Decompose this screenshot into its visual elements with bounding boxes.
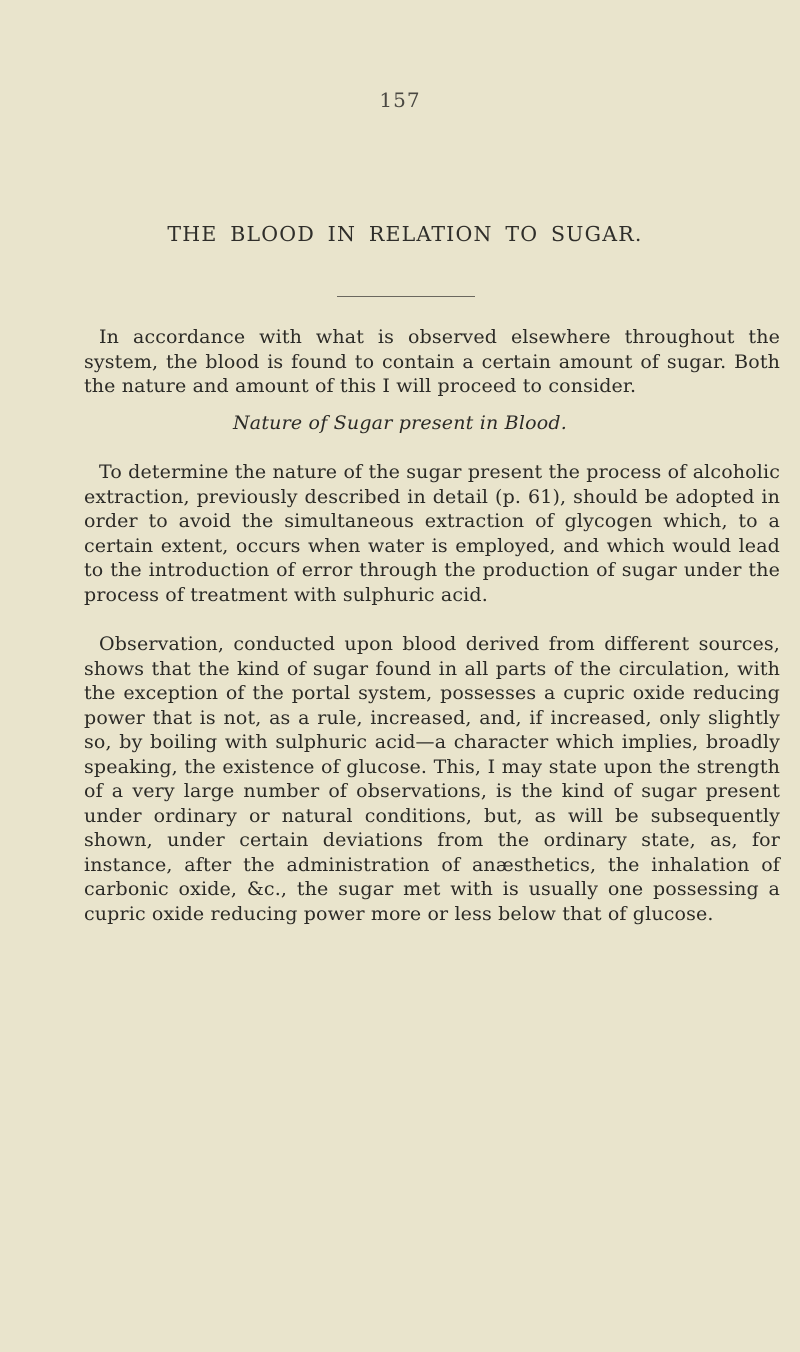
chapter-title: THE BLOOD IN RELATION TO SUGAR.: [167, 222, 643, 246]
body-paragraph-text: To determine the nature of the sugar present the process of alcoholic extraction, previously described in detail (p. 61), should be adopted in order to avoid the simultaneous extraction of glycogen which, to a certain extent, occurs when water is employed, and which would lead to the introduction of error through the production of sugar under the process of treatment with sulphuric acid.: [84, 461, 780, 606]
body-paragraph-1: [84, 460, 780, 607]
title-rule: [337, 296, 475, 297]
body-paragraph-2: [84, 632, 780, 926]
intro-paragraph: [84, 325, 780, 399]
intro-text: In accordance with what is observed elsewhere throughout the system, the blood is found to contain a certain amount of sugar. Both the nature and amount of this I will proceed to consider.: [84, 326, 780, 397]
section-heading: Nature of Sugar present in Blood.: [232, 412, 568, 434]
body-paragraph-text: Observation, conducted upon blood derived from different sources, shows that the kind of sugar found in all parts of the circulation, with the exception of the portal system, possesses a cupric oxide reducing power that is not, as a rule, increased, and, if increased, only slightly so, by boiling with sulphuric acid—a character which implies, broadly speaking, the existence of glucose. This, I may state upon the strength of a very large number of observations, is the kind of sugar present under ordinary or natural conditions, but, as will be subsequently shown, under certain deviations from the ordinary state, as, for instance, after the administration of anæsthetics, the inhalation of carbonic oxide, &c., the sugar met with is usually one possessing a cupric oxide reducing power more or less below that of glucose.: [84, 633, 780, 925]
page-number: 157: [379, 88, 421, 112]
